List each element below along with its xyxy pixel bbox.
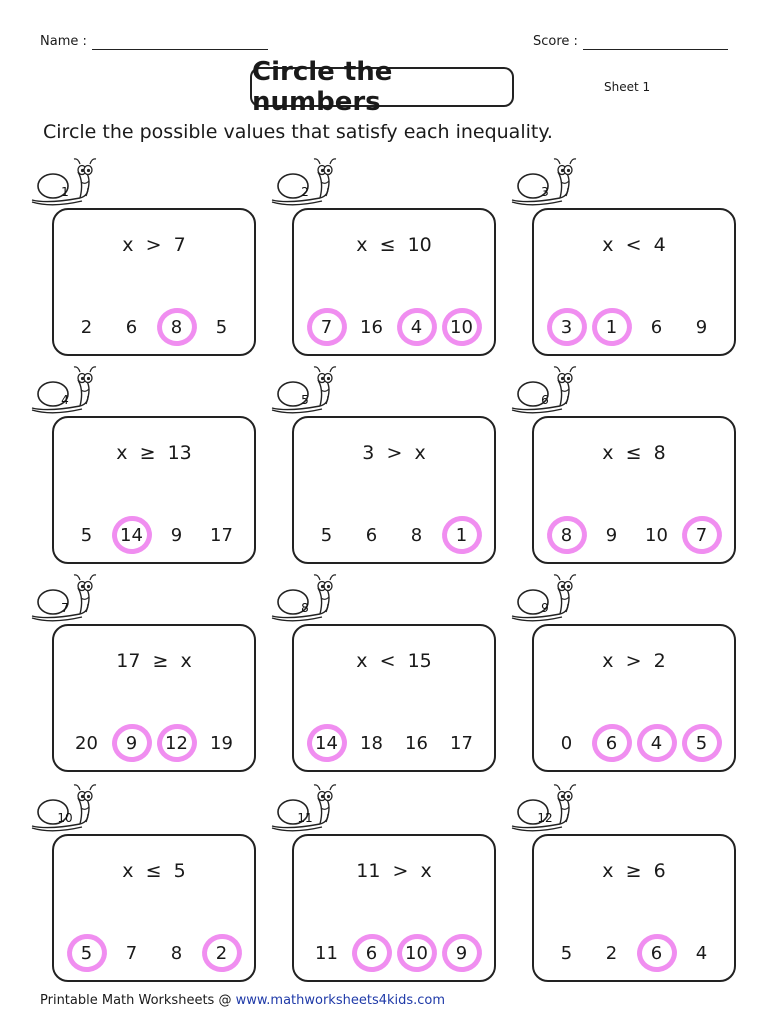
option-value: 12 [165, 732, 188, 754]
problem-12 [532, 796, 752, 996]
problem-number: 3 [541, 185, 549, 199]
option-value: 5 [215, 316, 228, 338]
problem-11 [292, 796, 512, 996]
problem-number: 4 [61, 393, 69, 407]
answer-options [64, 308, 244, 346]
option-value: 7 [695, 524, 708, 546]
problem-card [292, 208, 496, 356]
answer-option-circled[interactable] [159, 309, 195, 345]
answer-option[interactable] [444, 725, 480, 761]
answer-option-circled[interactable] [399, 935, 435, 971]
answer-option-circled[interactable] [639, 725, 675, 761]
option-value: 20 [75, 732, 98, 754]
answer-option[interactable] [639, 309, 675, 345]
problem-card [52, 208, 256, 356]
instructions: Circle the possible values that satisfy each inequality. [43, 121, 553, 143]
problem-2 [292, 170, 512, 370]
problem-card [292, 834, 496, 982]
problem-card [532, 416, 736, 564]
sheet-label: Sheet 1 [604, 80, 651, 94]
option-value: 6 [365, 942, 378, 964]
inequality: 3 > x [362, 442, 426, 464]
problem-number: 1 [61, 185, 69, 199]
answer-option-circled[interactable] [159, 725, 195, 761]
answer-options [304, 724, 484, 762]
answer-option[interactable] [159, 935, 195, 971]
answer-option-circled[interactable] [639, 935, 675, 971]
option-value: 6 [125, 316, 138, 338]
answer-option[interactable] [69, 725, 105, 761]
option-value: 5 [320, 524, 333, 546]
score-field[interactable] [583, 49, 728, 50]
answer-options [544, 724, 724, 762]
option-value: 18 [360, 732, 383, 754]
problem-number: 11 [297, 811, 313, 825]
answer-option[interactable] [399, 725, 435, 761]
inequality: x > 7 [122, 234, 186, 256]
option-value: 1 [605, 316, 618, 338]
footer [40, 993, 445, 1008]
answer-options [304, 308, 484, 346]
answer-options [304, 516, 484, 554]
answer-option[interactable] [204, 517, 240, 553]
name-field[interactable] [92, 49, 268, 50]
option-value: 6 [365, 524, 378, 546]
option-value: 2 [605, 942, 618, 964]
answer-option-circled[interactable] [594, 725, 630, 761]
problem-number: 10 [57, 811, 73, 825]
answer-option[interactable] [309, 517, 345, 553]
option-value: 5 [80, 942, 93, 964]
option-value: 9 [605, 524, 618, 546]
problem-9 [532, 586, 752, 786]
answer-option[interactable] [639, 517, 675, 553]
option-value: 3 [560, 316, 573, 338]
answer-option[interactable] [594, 935, 630, 971]
option-value: 7 [320, 316, 333, 338]
answer-option[interactable] [204, 309, 240, 345]
answer-option[interactable] [354, 309, 390, 345]
option-value: 11 [315, 942, 338, 964]
answer-options [544, 308, 724, 346]
inequality: x ≤ 10 [356, 234, 432, 256]
option-value: 14 [120, 524, 143, 546]
option-value: 10 [450, 316, 473, 338]
option-value: 4 [410, 316, 423, 338]
answer-option[interactable] [684, 309, 720, 345]
answer-option-circled[interactable] [354, 935, 390, 971]
problem-card [532, 208, 736, 356]
inequality: 17 ≥ x [116, 650, 192, 672]
inequality: x < 15 [356, 650, 432, 672]
problem-number: 9 [541, 601, 549, 615]
option-value: 9 [125, 732, 138, 754]
answer-option[interactable] [549, 725, 585, 761]
problem-card [532, 834, 736, 982]
option-value: 1 [455, 524, 468, 546]
problem-number: 2 [301, 185, 309, 199]
option-value: 9 [695, 316, 708, 338]
inequality: x < 4 [602, 234, 666, 256]
option-value: 8 [560, 524, 573, 546]
answer-option-circled[interactable] [594, 309, 630, 345]
page-title: Circle the numbers [250, 67, 514, 107]
problem-card [292, 416, 496, 564]
problem-number: 6 [541, 393, 549, 407]
option-value: 16 [405, 732, 428, 754]
answer-option-circled[interactable] [444, 517, 480, 553]
answer-options [544, 934, 724, 972]
answer-option[interactable] [354, 725, 390, 761]
option-value: 8 [170, 316, 183, 338]
answer-option-circled[interactable] [114, 517, 150, 553]
problem-card [52, 834, 256, 982]
inequality: x ≥ 6 [602, 860, 666, 882]
answer-option[interactable] [114, 309, 150, 345]
option-value: 0 [560, 732, 573, 754]
problem-3 [532, 170, 752, 370]
option-value: 5 [560, 942, 573, 964]
problem-number: 7 [61, 601, 69, 615]
answer-option[interactable] [309, 935, 345, 971]
inequality: x > 2 [602, 650, 666, 672]
problem-card [532, 624, 736, 772]
option-value: 6 [605, 732, 618, 754]
answer-option-circled[interactable] [114, 725, 150, 761]
problem-number: 12 [537, 811, 553, 825]
option-value: 8 [170, 942, 183, 964]
answer-option-circled[interactable] [444, 309, 480, 345]
problem-card [52, 416, 256, 564]
option-value: 2 [80, 316, 93, 338]
footer-link[interactable]: www.mathworksheets4kids.com [235, 993, 446, 1008]
answer-option-circled[interactable] [69, 935, 105, 971]
answer-option-circled[interactable] [399, 309, 435, 345]
answer-option-circled[interactable] [684, 517, 720, 553]
problem-card [52, 624, 256, 772]
footer-text: Printable Math Worksheets @ [40, 993, 236, 1008]
inequality: x ≤ 5 [122, 860, 186, 882]
answer-options [544, 516, 724, 554]
problem-number: 5 [301, 393, 309, 407]
answer-option[interactable] [594, 517, 630, 553]
problem-7 [52, 586, 272, 786]
problem-1 [52, 170, 272, 370]
problem-4 [52, 378, 272, 578]
answer-option[interactable] [204, 725, 240, 761]
problem-6 [532, 378, 752, 578]
answer-option-circled[interactable] [444, 935, 480, 971]
option-value: 8 [410, 524, 423, 546]
problem-10 [52, 796, 272, 996]
option-value: 9 [170, 524, 183, 546]
answer-option[interactable] [69, 517, 105, 553]
answer-option-circled[interactable] [309, 725, 345, 761]
option-value: 4 [650, 732, 663, 754]
problem-8 [292, 586, 512, 786]
answer-option[interactable] [684, 935, 720, 971]
answer-option-circled[interactable] [549, 309, 585, 345]
score-label: Score : [533, 34, 578, 49]
option-value: 9 [455, 942, 468, 964]
option-value: 4 [695, 942, 708, 964]
inequality: 11 > x [356, 860, 432, 882]
answer-options [64, 516, 244, 554]
answer-option[interactable] [69, 309, 105, 345]
problem-number: 8 [301, 601, 309, 615]
option-value: 17 [210, 524, 233, 546]
option-value: 10 [645, 524, 668, 546]
inequality: x ≥ 13 [116, 442, 192, 464]
option-value: 6 [650, 942, 663, 964]
option-value: 16 [360, 316, 383, 338]
option-value: 14 [315, 732, 338, 754]
answer-options [304, 934, 484, 972]
option-value: 7 [125, 942, 138, 964]
problem-card [292, 624, 496, 772]
answer-options [64, 934, 244, 972]
answer-option[interactable] [549, 935, 585, 971]
option-value: 2 [215, 942, 228, 964]
option-value: 10 [405, 942, 428, 964]
answer-option-circled[interactable] [204, 935, 240, 971]
inequality: x ≤ 8 [602, 442, 666, 464]
answer-option[interactable] [159, 517, 195, 553]
answer-option-circled[interactable] [684, 725, 720, 761]
answer-option[interactable] [354, 517, 390, 553]
answer-option[interactable] [114, 935, 150, 971]
name-label: Name : [40, 34, 87, 49]
answer-option[interactable] [399, 517, 435, 553]
answer-option-circled[interactable] [309, 309, 345, 345]
option-value: 17 [450, 732, 473, 754]
answer-option-circled[interactable] [549, 517, 585, 553]
option-value: 5 [80, 524, 93, 546]
option-value: 19 [210, 732, 233, 754]
option-value: 6 [650, 316, 663, 338]
problem-5 [292, 378, 512, 578]
answer-options [64, 724, 244, 762]
option-value: 5 [695, 732, 708, 754]
